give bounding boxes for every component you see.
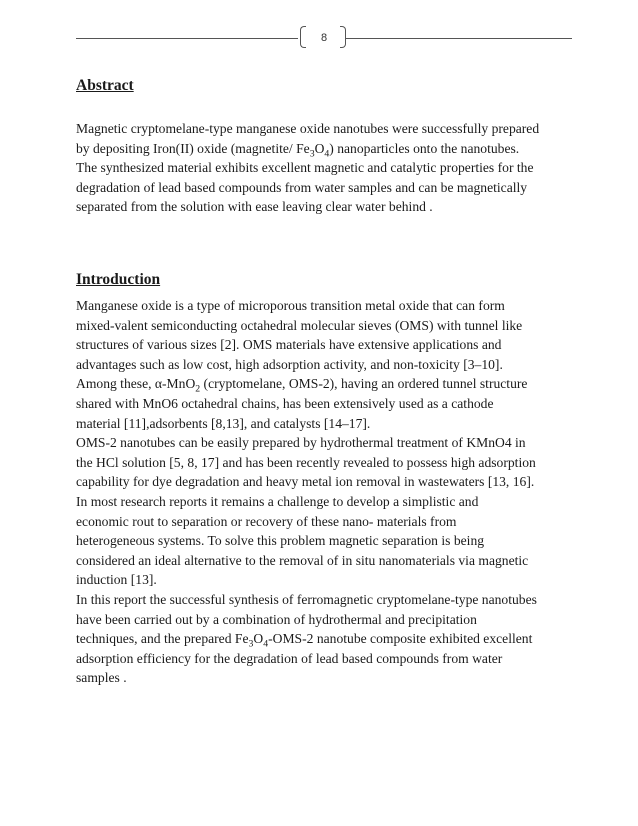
text-line	[76, 139, 576, 159]
text-run: induction [13].	[76, 572, 157, 588]
text-run: Manganese oxide is a type of microporous transition metal oxide that can form	[76, 298, 505, 313]
introduction-section	[76, 270, 576, 688]
text-run: shared with MnO6 octahedral chains, has been extensively used as a cathode	[76, 395, 494, 411]
text-line	[76, 531, 576, 551]
text-line	[76, 178, 576, 198]
text-line	[76, 197, 576, 217]
text-line	[76, 610, 576, 630]
text-line	[76, 492, 576, 512]
header-rule-left	[76, 38, 298, 39]
text-run: Among these, α-MnO	[76, 376, 196, 392]
text-line	[76, 629, 576, 649]
text-run: by depositing Iron(II) oxide (magnetite/ Fe	[76, 140, 310, 156]
text-run: OMS-2 nanotubes can be easily prepared by hydrothermal treatment of KMnO4 in	[76, 435, 526, 451]
page-number: 8	[320, 32, 328, 44]
text-line	[76, 570, 576, 590]
text-run: heterogeneous systems. To solve this problem magnetic separation is being	[76, 533, 485, 549]
text-run: Magnetic cryptomelane-type manganese oxide nanotubes were successfully prepared	[76, 121, 540, 136]
text-run: mixed-valent semiconducting octahedral molecular sieves (OMS) with tunnel like	[76, 317, 523, 333]
subscript: 4	[324, 148, 330, 160]
abstract-section	[76, 76, 576, 217]
text-line	[76, 453, 576, 473]
text-line	[76, 119, 576, 139]
text-line	[76, 472, 576, 492]
abstract-heading: Abstract	[76, 77, 134, 94]
text-run: O	[314, 140, 325, 156]
text-line	[76, 649, 576, 669]
text-run: -OMS-2 nanotube composite exhibited excellent	[268, 631, 533, 647]
text-line	[76, 590, 576, 610]
text-run: the HCl solution [5, 8, 17] and has been recently revealed to possess high adsorption	[76, 454, 536, 470]
introduction-paragraph	[76, 296, 576, 688]
text-run: ) nanoparticles onto the nanotubes.	[329, 140, 520, 156]
text-run: In this report the successful synthesis of ferromagnetic cryptomelane-type nanotubes	[76, 591, 537, 607]
text-run: O	[253, 631, 264, 647]
text-run: (cryptomelane, OMS-2), having an ordered tunnel structure	[200, 376, 528, 392]
page-number-bracket-right	[340, 26, 346, 48]
subscript: 3	[248, 638, 254, 650]
text-run: capability for dye degradation and heavy metal ion removal in wastewaters [13, 16].	[76, 474, 535, 490]
text-run: degradation of lead based compounds from water samples and can be magnetically	[76, 179, 528, 195]
text-run: material [11],adsorbents [8,13], and catalysts [14–17].	[76, 415, 371, 431]
text-run: In most research reports it remains a challenge to develop a simplistic and	[76, 493, 479, 509]
text-line	[76, 374, 576, 394]
text-run: techniques, and the prepared Fe	[76, 631, 249, 647]
introduction-heading: Introduction	[76, 271, 161, 288]
abstract-paragraph	[76, 119, 576, 217]
text-line	[76, 551, 576, 571]
subscript: 4	[263, 638, 269, 650]
text-run: considered an ideal alternative to the removal of in situ nanomaterials via magnetic	[76, 552, 529, 568]
subscript: 3	[309, 148, 315, 160]
text-line	[76, 512, 576, 532]
text-run: advantages such as low cost, high adsorption activity, and non-toxicity [3–10].	[76, 356, 503, 372]
page-number-bracket-left	[300, 26, 306, 48]
text-line	[76, 316, 576, 336]
subscript: 2	[195, 384, 201, 396]
text-run: separated from the solution with ease leaving clear water behind .	[76, 199, 433, 215]
header-rule-right	[346, 38, 572, 39]
text-line	[76, 158, 576, 178]
text-line	[76, 355, 576, 375]
text-line	[76, 394, 576, 414]
text-line	[76, 414, 576, 434]
text-run: structures of various sizes [2]. OMS materials have extensive applications and	[76, 337, 502, 353]
text-line	[76, 335, 576, 355]
page-header	[76, 26, 572, 50]
text-line	[76, 433, 576, 453]
text-line	[76, 668, 576, 688]
text-run: economic rout to separation or recovery of these nano- materials from	[76, 513, 457, 529]
text-run: have been carried out by a combination of hydrothermal and precipitation	[76, 611, 477, 627]
text-run: samples .	[76, 670, 127, 686]
text-run: The synthesized material exhibits excellent magnetic and catalytic properties for the	[76, 160, 534, 176]
text-run: adsorption efficiency for the degradation of lead based compounds from water	[76, 650, 503, 666]
text-line	[76, 296, 576, 316]
